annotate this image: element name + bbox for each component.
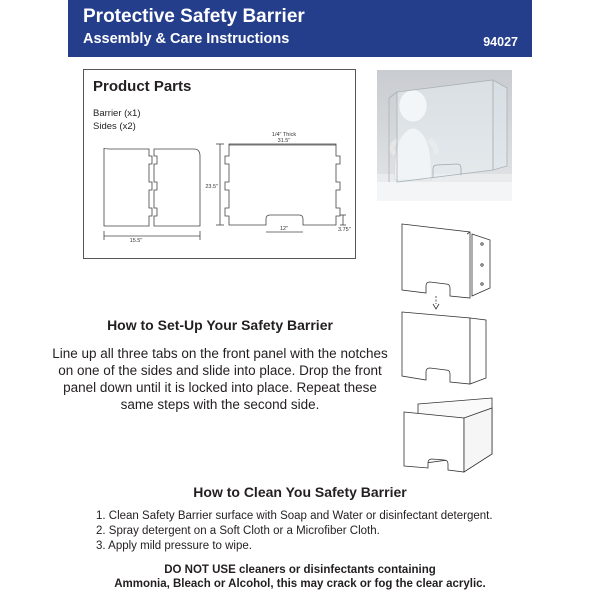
clean-step-1: 1. Clean Safety Barrier surface with Soap and Water or disinfectant detergent.	[96, 510, 493, 522]
clean-step-3: 3. Apply mild pressure to wipe.	[96, 540, 252, 552]
side-panel-right	[154, 149, 200, 226]
step3-front-panel	[404, 412, 464, 472]
warning-line-2: Ammonia, Bleach or Alcohol, this may crack or fog the clear acrylic.	[114, 578, 486, 590]
step3-side-panel	[464, 408, 492, 472]
clean-heading: How to Clean You Safety Barrier	[193, 484, 407, 500]
cleaning-warning	[0, 563, 600, 591]
dim-height: 23.5"	[205, 184, 218, 190]
front-barrier-panel	[225, 144, 340, 225]
document-subtitle: Assembly & Care Instructions	[83, 31, 290, 47]
dim-cutout-height: 3.75"	[338, 227, 351, 233]
dim-thickness: 1/4" Thick	[271, 132, 297, 138]
item-number: 94027	[483, 35, 518, 49]
dim-width: 31.5"	[277, 138, 291, 144]
product-photo	[377, 70, 512, 201]
document-title: Protective Safety Barrier	[83, 6, 305, 27]
parts-item-sides: Sides (x2)	[93, 120, 136, 132]
step2-side-panel	[470, 318, 486, 384]
setup-instructions: Line up all three tabs on the front panel with the notches on one of the sides and slide into place. Drop the front panel down until it is locked into place. Repeat these same steps with the second side.	[52, 346, 388, 412]
dim-cutout-width: 12"	[279, 226, 289, 232]
assembly-steps-diagram	[390, 218, 500, 480]
step1-front-panel	[402, 224, 470, 298]
product-parts-panel	[83, 69, 356, 259]
side-panel-left	[104, 148, 152, 226]
clean-step-2: 2. Spray detergent on a Soft Cloth or a Microfiber Cloth.	[96, 525, 380, 537]
product-parts-title: Product Parts	[93, 78, 192, 95]
clean-steps-list	[96, 509, 493, 554]
header-banner	[68, 0, 532, 57]
warning-line-1: DO NOT USE cleaners or disinfectants containing	[164, 564, 436, 576]
setup-heading: How to Set-Up Your Safety Barrier	[107, 317, 333, 333]
parts-diagram	[84, 70, 357, 260]
parts-item-barrier: Barrier (x1)	[93, 108, 141, 119]
product-photo-illustration	[377, 70, 512, 201]
dim-side-width: 15.5"	[129, 238, 143, 244]
